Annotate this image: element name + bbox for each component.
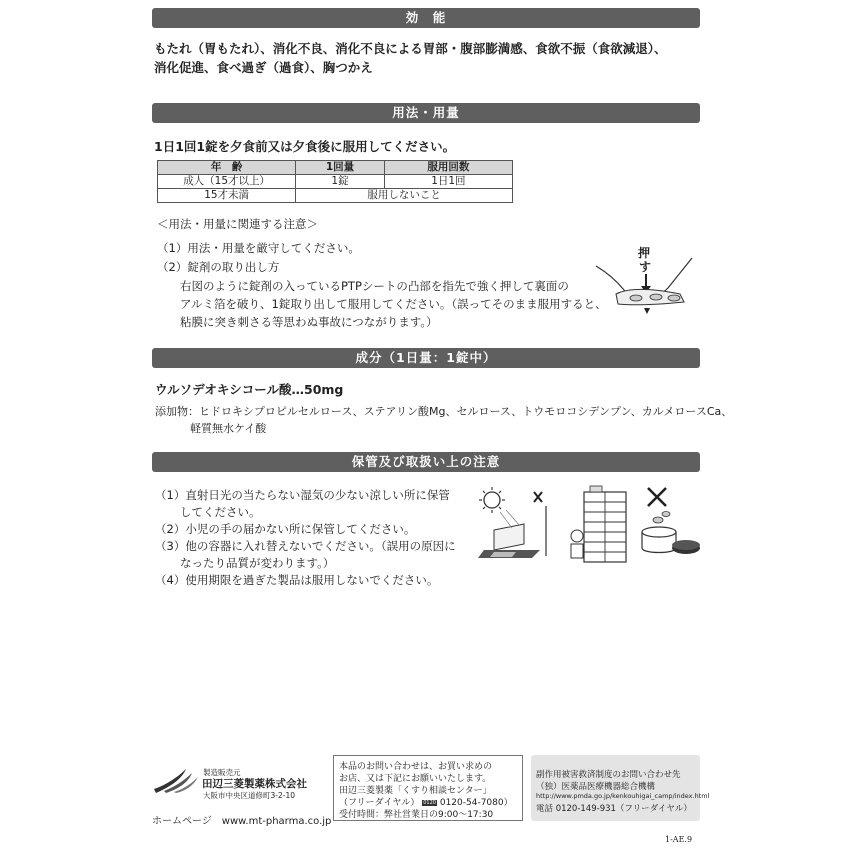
dosage-cell-amount-adult: 1錠 (296, 175, 385, 189)
storage-note-2: （2）小児の手の届かない所に保管してください。 (155, 522, 416, 536)
dosage-cell-age-adult: 成人（15才以上） (158, 175, 296, 189)
efficacy-text-line2: 消化促進、食べ過ぎ（過食）、胸つかえ (154, 60, 373, 75)
illus-label-push-1: 押 (638, 246, 651, 260)
container-swap-icon (636, 486, 702, 560)
efficacy-text-line1: もたれ（胃もたれ）、消化不良、消化不良による胃部・腹部膨満感、食欲不振（食欲減退）、 (154, 41, 667, 56)
company-logo (152, 767, 200, 793)
document-code: 1-AE.9 (665, 835, 693, 844)
maker-label: 製造販売元 (203, 768, 241, 777)
relief-url[interactable]: http://www.pmda.go.jp/kenkouhigai_camp/index.html (536, 792, 710, 800)
relief-system-box (531, 755, 710, 821)
relief-line1: 副作用被害救済制度のお問い合わせ先 (536, 770, 681, 780)
dosage-header: 用法・用量 (152, 103, 700, 123)
dosage-note-1: （1）用法・用量を厳守してください。 (157, 241, 360, 255)
dosage-notes-title: ＜用法・用量に関連する注意＞ (157, 217, 318, 231)
contact-line1: 本品のお問い合わせは、お買い求めの (339, 762, 493, 772)
storage-note-1b: してください。 (180, 505, 261, 519)
relief-phone: 電話 0120-149-931（フリーダイヤル） (536, 804, 692, 814)
contact-freedial-prefix: （フリーダイヤル） (339, 798, 420, 808)
relief-line2: （独）医薬品医療機器総合機構 (536, 782, 656, 792)
storage-note-4: （4）使用期限を過ぎた製品は服用しないでください。 (155, 573, 439, 587)
dosage-cell-age-child: 15才未満 (158, 189, 296, 203)
contact-line2: お店、又は下記にお願いいたします。 (339, 774, 492, 784)
dosage-table (157, 160, 513, 203)
ingredients-main: ウルソデオキシコール酸…50mg (155, 382, 344, 397)
contact-line3: 田辺三菱製薬「くすり相談センター」 (339, 786, 492, 796)
contact-hours: 受付時間：弊社営業日の9:00～17:30 (339, 810, 494, 820)
ingredients-additives-line2: 軽質無水ケイ酸 (190, 422, 267, 435)
dosage-note-2: （2）錠剤の取り出し方 (157, 260, 280, 274)
dosage-table-header-row (158, 161, 513, 175)
maker-name: 田辺三菱製薬株式会社 (202, 778, 307, 790)
efficacy-header: 効 能 (152, 8, 700, 28)
illus-label-push-2: す (639, 260, 652, 274)
dosage-cell-child-instruction: 服用しないこと (296, 189, 513, 203)
dosage-note-2-line1: 右図のように錠剤の入っているPTPシートの凸部を指先で強く押して裏面の (180, 279, 569, 293)
dosage-cell-frequency-adult: 1日1回 (384, 175, 512, 189)
storage-note-1a: （1）直射日光の当たらない湿気の少ない涼しい所に保管 (155, 488, 450, 502)
freedial-badge-icon (422, 800, 437, 806)
table-row (158, 175, 513, 189)
storage-note-3b: なったり品質が変わります。） (180, 556, 335, 570)
storage-note-3a: （3）他の容器に入れ替えないでください。（誤用の原因に (155, 539, 456, 553)
ingredients-header: 成分（1日量：1錠中） (152, 348, 700, 368)
contact-phone: 0120-54-7080） (439, 798, 513, 808)
storage-header: 保管及び取扱い上の注意 (152, 452, 700, 472)
ingredients-additives-line1: 添加物：ヒドロキシプロピルセルロース、ステアリン酸Mg、セルロース、トウモロコシデンプン、カルメロースCa、 (155, 405, 733, 418)
dosage-col-age: 年 齢 (158, 161, 296, 175)
dosage-note-2-line2: アルミ箔を破り、1錠取り出して服用してください。（誤ってそのまま服用すると、 (180, 297, 607, 311)
ptp-press-illustration (594, 244, 694, 324)
sunlight-window-icon (476, 486, 562, 560)
dosage-col-amount: 1回量 (296, 161, 385, 175)
freedial-badge-text: 0120 (423, 799, 436, 806)
cabinet-child-icon (568, 484, 630, 564)
contact-box (333, 755, 523, 821)
dosage-col-frequency: 服用回数 (384, 161, 512, 175)
dosage-note-2-line3: 粘膜に突き刺さる等思わぬ事故につながります。） (180, 315, 438, 329)
dosage-lead: 1日1回1錠を夕食前又は夕食後に服用してください。 (154, 139, 456, 154)
maker-address: 大阪市中央区道修町3-2-10 (203, 791, 295, 800)
homepage-link[interactable]: ホームページ www.mt-pharma.co.jp (152, 816, 332, 827)
table-row (158, 189, 513, 203)
